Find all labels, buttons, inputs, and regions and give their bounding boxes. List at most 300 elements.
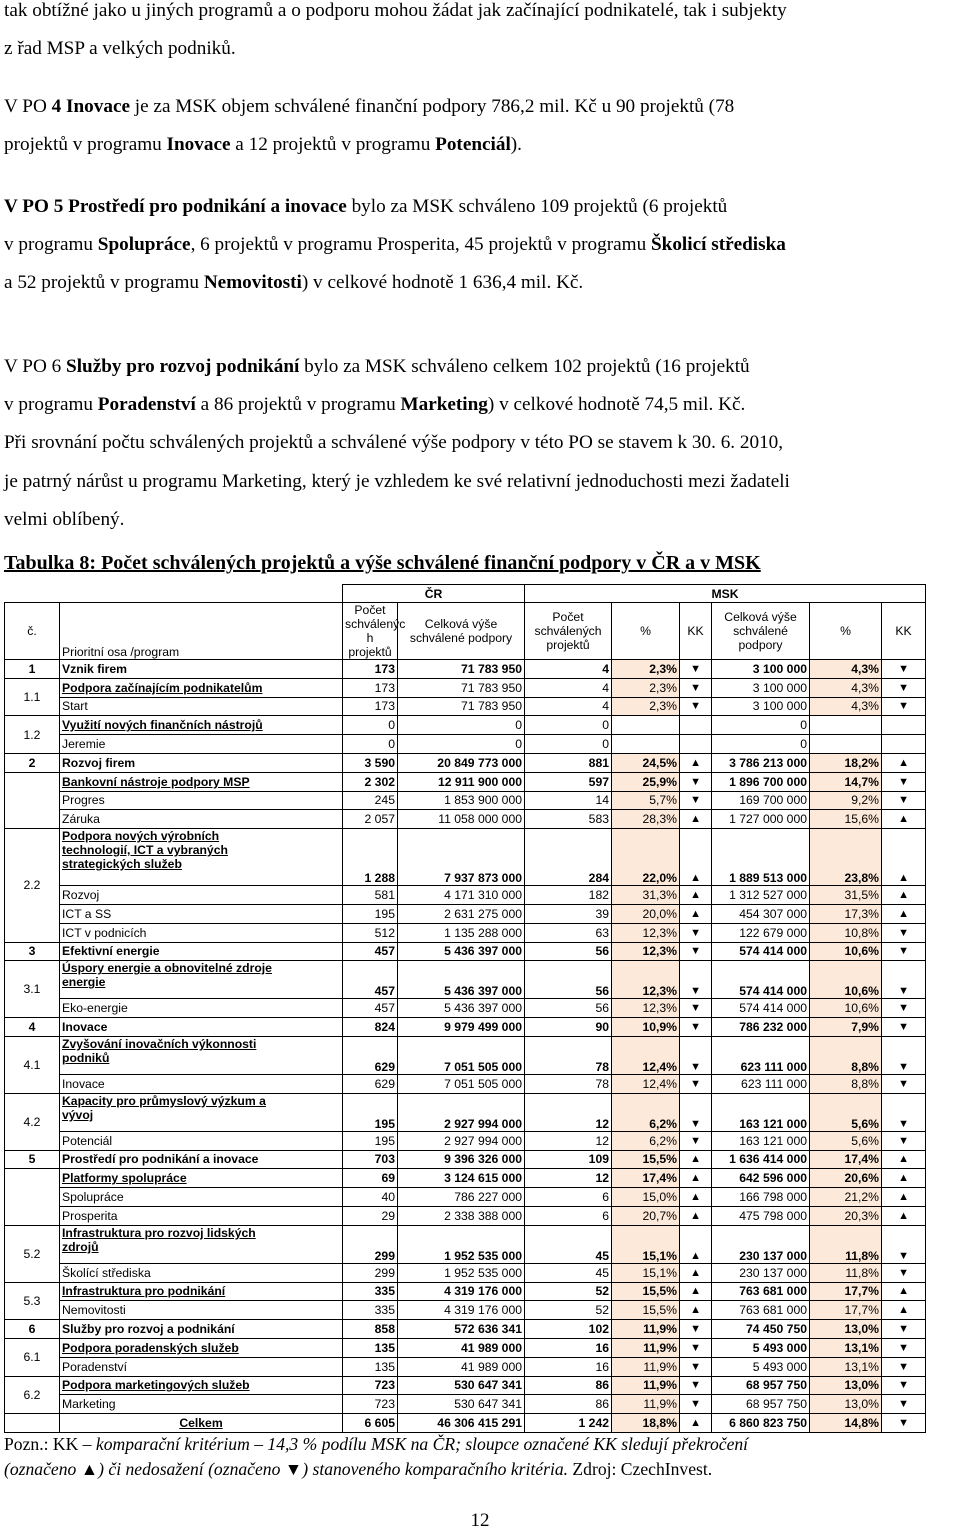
cell-kk2: [882, 716, 926, 735]
triangle-down-icon: ▼: [882, 1074, 926, 1093]
cell-number: 2: [5, 753, 60, 772]
cell-pct: 12,3%: [612, 961, 680, 999]
table-row: [5, 697, 926, 716]
cell-program: Platformy spolupráce: [60, 1169, 343, 1188]
cell-cr-count: 40: [343, 1188, 398, 1207]
cell-cr-count: 29: [343, 1206, 398, 1225]
cell-pct2: [810, 716, 882, 735]
text-line: V PO 4 Inovace je za MSK objem schválené finanční podpory 786,2 mil. Kč u 90 projektů (78: [4, 96, 735, 117]
cell-cr-sum: 12 911 900 000: [398, 772, 525, 791]
header-pct2: %: [810, 603, 882, 660]
cell-pct2: 21,2%: [810, 1188, 882, 1207]
cell-cr-sum: 0: [398, 735, 525, 754]
cell-msk-count: 45: [525, 1263, 612, 1282]
cell-pct2: 17,7%: [810, 1282, 882, 1301]
cell-program: Bankovní nástroje podpory MSP: [60, 772, 343, 791]
cell-cr-sum: 530 647 341: [398, 1395, 525, 1414]
triangle-up-icon: ▲: [680, 1169, 712, 1188]
cell-cr-sum: 7 051 505 000: [398, 1036, 525, 1074]
triangle-down-icon: ▼: [680, 678, 712, 697]
cell-pct2: 18,2%: [810, 753, 882, 772]
cell-msk-count: 0: [525, 735, 612, 754]
cell-program: Podpora poradenských služeb: [60, 1338, 343, 1357]
table-row: [5, 753, 926, 772]
cell-msk-sum: 3 100 000: [712, 660, 810, 679]
cell-msk-sum: 230 137 000: [712, 1263, 810, 1282]
cell-cr-count: 299: [343, 1225, 398, 1263]
text-line: Při srovnání počtu schválených projektů a schválené výše podpory v této PO se stavem k 30. 6. 2010,: [4, 432, 784, 454]
cell-msk-sum: 230 137 000: [712, 1225, 810, 1263]
table-row: [5, 1376, 926, 1395]
cell-msk-sum: 3 100 000: [712, 697, 810, 716]
cell-cr-sum: 5 436 397 000: [398, 961, 525, 999]
cell-pct: 6,2%: [612, 1093, 680, 1131]
cell-cr-count: 335: [343, 1282, 398, 1301]
cell-pct: 22,0%: [612, 829, 680, 886]
triangle-up-icon: ▲: [882, 1150, 926, 1169]
cell-program: Školící střediska: [60, 1263, 343, 1282]
cell-program: Nemovitosti: [60, 1301, 343, 1320]
triangle-down-icon: ▼: [680, 1093, 712, 1131]
triangle-down-icon: ▼: [680, 961, 712, 999]
paragraph-intro: [4, 0, 956, 68]
triangle-down-icon: ▼: [882, 999, 926, 1018]
cell-cr-count: 245: [343, 791, 398, 810]
triangle-down-icon: ▼: [284, 1459, 303, 1479]
text-line: je patrný nárůst u programu Marketing, který je vzhledem ke své relativní jednoduchosti mezi žadateli: [4, 470, 790, 492]
triangle-down-icon: ▼: [882, 1320, 926, 1339]
triangle-down-icon: ▼: [680, 791, 712, 810]
cell-pct: 12,3%: [612, 923, 680, 942]
cell-cr-count: 195: [343, 1093, 398, 1131]
triangle-down-icon: ▼: [882, 1131, 926, 1150]
triangle-up-icon: ▲: [680, 1225, 712, 1263]
triangle-down-icon: ▼: [680, 660, 712, 679]
table-row: [5, 1036, 926, 1074]
cell-cr-sum: 4 319 176 000: [398, 1301, 525, 1320]
cell-number: 6: [5, 1320, 60, 1339]
cell-msk-count: 90: [525, 1018, 612, 1037]
cell-cr-count: 2 302: [343, 772, 398, 791]
cell-number: 2.2: [5, 829, 60, 942]
cell-kk: [680, 735, 712, 754]
triangle-down-icon: ▼: [680, 942, 712, 961]
triangle-up-icon: ▲: [882, 810, 926, 829]
page-number: 12: [470, 1510, 490, 1531]
cell-program: Infrastruktura pro podnikání: [60, 1282, 343, 1301]
cell-cr-sum: 0: [398, 716, 525, 735]
cell-cr-sum: 2 631 275 000: [398, 904, 525, 923]
cell-cr-count: 703: [343, 1150, 398, 1169]
triangle-up-icon: ▲: [882, 1282, 926, 1301]
cell-number: 1: [5, 660, 60, 679]
cell-pct2: 4,3%: [810, 678, 882, 697]
triangle-up-icon: ▲: [882, 829, 926, 886]
cell-cr-sum: 20 849 773 000: [398, 753, 525, 772]
cell-cr-count: 457: [343, 999, 398, 1018]
table-row: [5, 1206, 926, 1225]
cell-msk-count: 597: [525, 772, 612, 791]
cell-msk-sum: 3 786 213 000: [712, 753, 810, 772]
triangle-down-icon: ▼: [882, 1338, 926, 1357]
cell-msk-count: 102: [525, 1320, 612, 1339]
cell-number: 4.1: [5, 1036, 60, 1093]
cell-program: Využití nových finančních nástrojů: [60, 716, 343, 735]
cell-pct2: 17,3%: [810, 904, 882, 923]
header-pct: %: [612, 603, 680, 660]
cell-cr-sum: 786 227 000: [398, 1188, 525, 1207]
cell-msk-count: 52: [525, 1282, 612, 1301]
cell-msk-sum: 166 798 000: [712, 1188, 810, 1207]
cell-program: Podpora marketingových služeb: [60, 1376, 343, 1395]
cell-cr-sum: 71 783 950: [398, 678, 525, 697]
cell-msk-sum: 1 896 700 000: [712, 772, 810, 791]
cell-cr-count: 457: [343, 961, 398, 999]
cell-cr-count: 457: [343, 942, 398, 961]
cell-msk-count: 6: [525, 1206, 612, 1225]
cell-program: Podpora nových výrobních technologií, ICT a vybraných strategických služeb: [60, 829, 343, 886]
table-row: [5, 1093, 926, 1131]
cell-msk-count: 78: [525, 1074, 612, 1093]
triangle-down-icon: ▼: [680, 1074, 712, 1093]
cell-kk: [680, 716, 712, 735]
triangle-up-icon: ▲: [680, 753, 712, 772]
cell-msk-sum: 5 493 000: [712, 1338, 810, 1357]
cell-msk-sum: 763 681 000: [712, 1301, 810, 1320]
table-row: [5, 1338, 926, 1357]
cell-pct2: 13,0%: [810, 1376, 882, 1395]
cell-number: 5.3: [5, 1282, 60, 1320]
triangle-down-icon: ▼: [680, 1131, 712, 1150]
cell-pct2: 8,8%: [810, 1036, 882, 1074]
triangle-down-icon: ▼: [680, 1376, 712, 1395]
cell-number: [5, 1169, 60, 1225]
triangle-down-icon: ▼: [882, 961, 926, 999]
cell-program: Poradenství: [60, 1357, 343, 1376]
cell-pct: 2,3%: [612, 678, 680, 697]
table-row: [5, 810, 926, 829]
header-no: č.: [5, 603, 60, 660]
cell-pct: 15,1%: [612, 1263, 680, 1282]
table-row: [5, 1131, 926, 1150]
table-row: [5, 886, 926, 905]
cell-msk-count: 583: [525, 810, 612, 829]
cell-pct2: 13,1%: [810, 1357, 882, 1376]
cell-cr-count: 6 605: [343, 1414, 398, 1433]
cell-program: Spolupráce: [60, 1188, 343, 1207]
triangle-down-icon: ▼: [882, 697, 926, 716]
cell-cr-count: 629: [343, 1074, 398, 1093]
table-row: [5, 923, 926, 942]
cell-msk-sum: 623 111 000: [712, 1036, 810, 1074]
cell-msk-sum: 623 111 000: [712, 1074, 810, 1093]
cell-msk-count: 16: [525, 1357, 612, 1376]
cell-cr-count: 723: [343, 1376, 398, 1395]
cell-cr-count: 173: [343, 697, 398, 716]
triangle-up-icon: ▲: [680, 904, 712, 923]
triangle-down-icon: ▼: [680, 923, 712, 942]
cell-pct2: 31,5%: [810, 886, 882, 905]
cell-cr-sum: 572 636 341: [398, 1320, 525, 1339]
triangle-up-icon: ▲: [882, 1169, 926, 1188]
table-row: [5, 1150, 926, 1169]
cell-program: Potenciál: [60, 1131, 343, 1150]
cell-pct: 11,9%: [612, 1376, 680, 1395]
triangle-up-icon: ▲: [882, 904, 926, 923]
table-caption: Tabulka 8: Počet schválených projektů a výše schválené finanční podpory v ČR a v MSK: [4, 552, 761, 574]
table-row: [5, 904, 926, 923]
cell-msk-count: 16: [525, 1338, 612, 1357]
cell-msk-count: 4: [525, 697, 612, 716]
triangle-down-icon: ▼: [680, 999, 712, 1018]
table-row: [5, 1301, 926, 1320]
cell-number: 3.1: [5, 961, 60, 1018]
cell-cr-sum: 1 135 288 000: [398, 923, 525, 942]
cell-pct: 15,5%: [612, 1282, 680, 1301]
cell-cr-sum: 4 171 310 000: [398, 886, 525, 905]
cell-msk-count: 56: [525, 942, 612, 961]
triangle-down-icon: ▼: [882, 1263, 926, 1282]
cell-msk-sum: 574 414 000: [712, 942, 810, 961]
cell-cr-count: 173: [343, 678, 398, 697]
table-row: [5, 1320, 926, 1339]
cell-pct: 17,4%: [612, 1169, 680, 1188]
cell-program: Úspory energie a obnovitelné zdroje energie: [60, 961, 343, 999]
cell-pct: 6,2%: [612, 1131, 680, 1150]
cell-pct: 15,1%: [612, 1225, 680, 1263]
cell-program: Inovace: [60, 1018, 343, 1037]
table-row: [5, 1074, 926, 1093]
triangle-up-icon: ▲: [680, 810, 712, 829]
cell-cr-sum: 41 989 000: [398, 1357, 525, 1376]
cell-cr-sum: 530 647 341: [398, 1376, 525, 1395]
cell-cr-sum: 71 783 950: [398, 660, 525, 679]
cell-msk-sum: 6 860 823 750: [712, 1414, 810, 1433]
cell-pct2: [810, 735, 882, 754]
cell-cr-count: 824: [343, 1018, 398, 1037]
cell-msk-sum: 163 121 000: [712, 1093, 810, 1131]
triangle-down-icon: ▼: [680, 1395, 712, 1414]
cell-pct: 2,3%: [612, 660, 680, 679]
data-table: [4, 584, 926, 1433]
header-kk2: KK: [882, 603, 926, 660]
cell-msk-sum: 68 957 750: [712, 1395, 810, 1414]
cell-program: Služby pro rozvoj a podnikání: [60, 1320, 343, 1339]
cell-program: Celkem: [60, 1414, 343, 1433]
triangle-up-icon: ▲: [680, 1188, 712, 1207]
table-column-header: [5, 603, 926, 660]
cell-msk-sum: 574 414 000: [712, 961, 810, 999]
cell-pct: 2,3%: [612, 697, 680, 716]
paragraph-po6: [4, 348, 956, 539]
cell-pct: 10,9%: [612, 1018, 680, 1037]
table-row: [5, 1169, 926, 1188]
triangle-down-icon: ▼: [882, 678, 926, 697]
cell-pct2: 13,0%: [810, 1320, 882, 1339]
cell-cr-count: 195: [343, 1131, 398, 1150]
cell-program: Vznik firem: [60, 660, 343, 679]
text-line: V PO 6 Služby pro rozvoj podnikání bylo za MSK schváleno celkem 102 projektů (16 projektů: [4, 356, 750, 377]
cell-pct: 15,5%: [612, 1301, 680, 1320]
cell-cr-count: 69: [343, 1169, 398, 1188]
triangle-up-icon: ▲: [882, 1206, 926, 1225]
cell-pct2: 14,7%: [810, 772, 882, 791]
group-cr: ČR: [343, 585, 525, 603]
cell-pct2: 11,8%: [810, 1225, 882, 1263]
cell-pct: 11,9%: [612, 1338, 680, 1357]
table-row: [5, 1018, 926, 1037]
cell-msk-count: 4: [525, 660, 612, 679]
triangle-up-icon: ▲: [882, 1301, 926, 1320]
cell-msk-sum: 122 679 000: [712, 923, 810, 942]
triangle-up-icon: ▲: [80, 1459, 99, 1479]
cell-msk-count: 14: [525, 791, 612, 810]
cell-program: Infrastruktura pro rozvoj lidských zdrojů: [60, 1225, 343, 1263]
cell-msk-sum: 642 596 000: [712, 1169, 810, 1188]
triangle-up-icon: ▲: [680, 1206, 712, 1225]
cell-pct: 20,0%: [612, 904, 680, 923]
cell-msk-sum: 0: [712, 735, 810, 754]
table-row: [5, 1414, 926, 1433]
table-row: [5, 1263, 926, 1282]
cell-msk-count: 1 242: [525, 1414, 612, 1433]
cell-cr-sum: 5 436 397 000: [398, 942, 525, 961]
cell-program: Jeremie: [60, 735, 343, 754]
cell-cr-sum: 4 319 176 000: [398, 1282, 525, 1301]
cell-msk-sum: 475 798 000: [712, 1206, 810, 1225]
cell-msk-sum: 454 307 000: [712, 904, 810, 923]
cell-pct: 28,3%: [612, 810, 680, 829]
triangle-down-icon: ▼: [882, 772, 926, 791]
triangle-up-icon: ▲: [680, 1282, 712, 1301]
cell-cr-count: 858: [343, 1320, 398, 1339]
cell-cr-sum: 5 436 397 000: [398, 999, 525, 1018]
text-line: tak obtížné jako u jiných programů a o podporu mohou žádat jak začínající podnikatelé, tak i subjekty: [4, 0, 787, 21]
header-program: Prioritní osa /program: [60, 603, 343, 660]
cell-pct2: 5,6%: [810, 1131, 882, 1150]
cell-cr-count: 335: [343, 1301, 398, 1320]
triangle-down-icon: ▼: [882, 923, 926, 942]
table-row: [5, 1282, 926, 1301]
cell-pct: 12,4%: [612, 1036, 680, 1074]
triangle-down-icon: ▼: [882, 942, 926, 961]
cell-pct2: 14,8%: [810, 1414, 882, 1433]
cell-cr-sum: 3 124 615 000: [398, 1169, 525, 1188]
cell-program: Zvyšování inovačních výkonnosti podniků: [60, 1036, 343, 1074]
triangle-down-icon: ▼: [882, 791, 926, 810]
cell-msk-count: 56: [525, 999, 612, 1018]
cell-msk-count: 6: [525, 1188, 612, 1207]
cell-msk-count: 52: [525, 1301, 612, 1320]
cell-cr-sum: 9 396 326 000: [398, 1150, 525, 1169]
cell-pct2: 11,8%: [810, 1263, 882, 1282]
text-line: v programu Spolupráce, 6 projektů v programu Prosperita, 45 projektů v programu Školicí střediska: [4, 234, 786, 256]
cell-pct: 12,3%: [612, 999, 680, 1018]
table-row: [5, 961, 926, 999]
cell-program: Marketing: [60, 1395, 343, 1414]
table-row: [5, 1395, 926, 1414]
cell-program: Prostředí pro podnikání a inovace: [60, 1150, 343, 1169]
cell-cr-sum: 2 338 388 000: [398, 1206, 525, 1225]
header-kk: KK: [680, 603, 712, 660]
cell-pct: 11,9%: [612, 1357, 680, 1376]
cell-kk2: [882, 735, 926, 754]
cell-program: Inovace: [60, 1074, 343, 1093]
cell-pct: 5,7%: [612, 791, 680, 810]
cell-program: Kapacity pro průmyslový výzkum a vývoj: [60, 1093, 343, 1131]
cell-program: Podpora začínajícím podnikatelům: [60, 678, 343, 697]
text-line: a 52 projektů v programu Nemovitosti) v celkové hodnotě 1 636,4 mil. Kč.: [4, 272, 584, 294]
cell-cr-count: 3 590: [343, 753, 398, 772]
cell-cr-count: 512: [343, 923, 398, 942]
table-row: [5, 735, 926, 754]
cell-cr-sum: 2 927 994 000: [398, 1131, 525, 1150]
cell-cr-count: 1 288: [343, 829, 398, 886]
triangle-down-icon: ▼: [882, 1414, 926, 1433]
triangle-down-icon: ▼: [882, 1093, 926, 1131]
cell-pct: [612, 716, 680, 735]
cell-cr-count: 173: [343, 660, 398, 679]
cell-msk-count: 4: [525, 678, 612, 697]
cell-msk-sum: 0: [712, 716, 810, 735]
text-line: V PO 5 Prostředí pro podnikání a inovace bylo za MSK schváleno 109 projektů (6 projektů: [4, 196, 728, 217]
cell-pct2: 23,8%: [810, 829, 882, 886]
cell-number: 4: [5, 1018, 60, 1037]
table-row: [5, 716, 926, 735]
triangle-down-icon: ▼: [680, 772, 712, 791]
triangle-up-icon: ▲: [680, 1301, 712, 1320]
cell-pct2: 10,6%: [810, 961, 882, 999]
cell-program: Rozvoj: [60, 886, 343, 905]
cell-cr-count: 195: [343, 904, 398, 923]
cell-msk-count: 86: [525, 1376, 612, 1395]
cell-pct2: 20,3%: [810, 1206, 882, 1225]
cell-program: Efektivní energie: [60, 942, 343, 961]
triangle-up-icon: ▲: [680, 1150, 712, 1169]
cell-msk-count: 12: [525, 1093, 612, 1131]
cell-pct2: 10,6%: [810, 942, 882, 961]
table-row: [5, 791, 926, 810]
cell-pct2: 17,7%: [810, 1301, 882, 1320]
cell-cr-count: 0: [343, 735, 398, 754]
cell-msk-count: 284: [525, 829, 612, 886]
cell-msk-count: 881: [525, 753, 612, 772]
cell-msk-sum: 169 700 000: [712, 791, 810, 810]
cell-cr-count: 0: [343, 716, 398, 735]
triangle-up-icon: ▲: [680, 1263, 712, 1282]
cell-number: 3: [5, 942, 60, 961]
cell-pct: 11,9%: [612, 1320, 680, 1339]
cell-msk-sum: 574 414 000: [712, 999, 810, 1018]
cell-pct2: 15,6%: [810, 810, 882, 829]
cell-pct2: 4,3%: [810, 660, 882, 679]
cell-program: ICT a SS: [60, 904, 343, 923]
cell-number: [5, 772, 60, 828]
triangle-up-icon: ▲: [680, 886, 712, 905]
table-group-header: [5, 585, 926, 603]
cell-cr-sum: 11 058 000 000: [398, 810, 525, 829]
cell-cr-count: 629: [343, 1036, 398, 1074]
cell-pct: 24,5%: [612, 753, 680, 772]
cell-pct: 11,9%: [612, 1395, 680, 1414]
cell-cr-count: 299: [343, 1263, 398, 1282]
cell-cr-count: 135: [343, 1357, 398, 1376]
cell-pct2: 10,8%: [810, 923, 882, 942]
cell-msk-count: 12: [525, 1169, 612, 1188]
triangle-down-icon: ▼: [680, 1036, 712, 1074]
cell-pct2: 17,4%: [810, 1150, 882, 1169]
triangle-down-icon: ▼: [680, 1338, 712, 1357]
